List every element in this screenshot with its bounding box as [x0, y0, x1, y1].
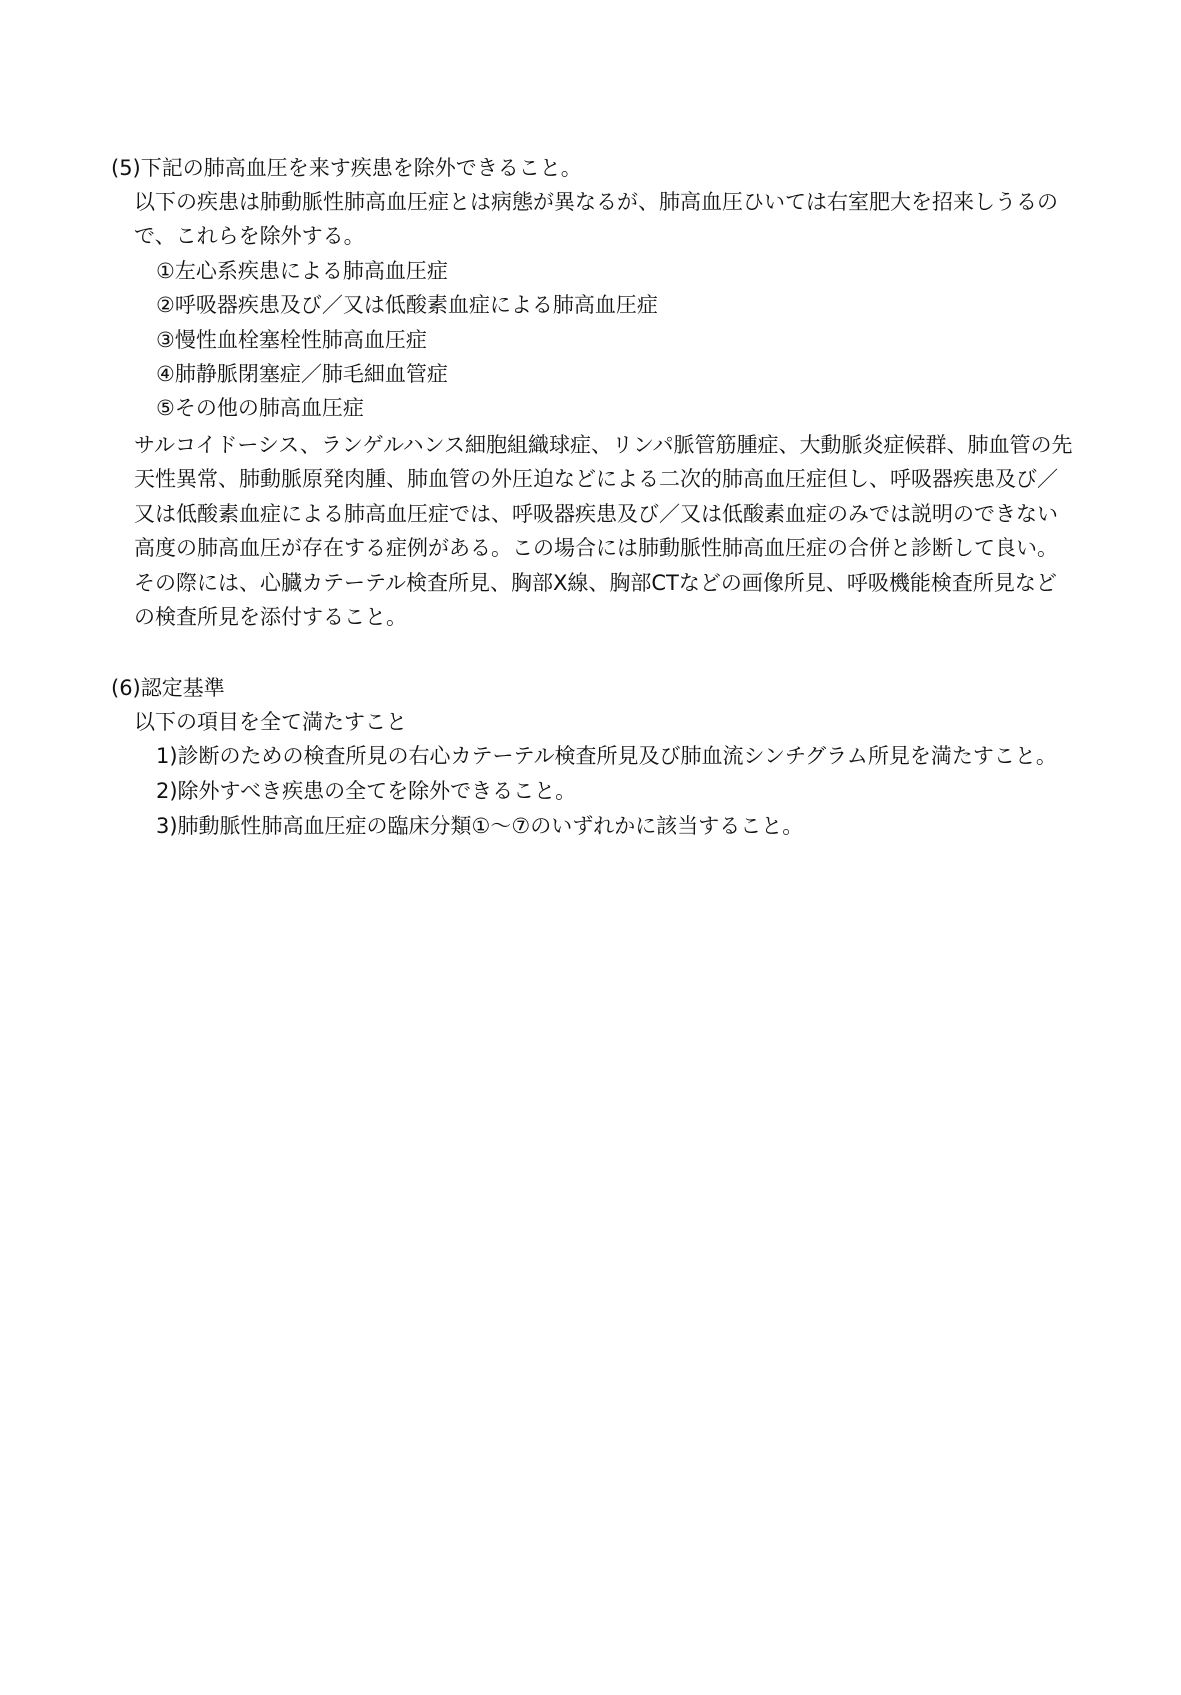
exclusion-item-4: ④肺静脈閉塞症／肺毛細血管症 [156, 362, 448, 386]
section-5-intro-line-1: 以下の疾患は肺動脈性肺高血圧症とは病態が異なるが、肺高血圧ひいては右室肥大を招来しうるの [134, 190, 1058, 214]
section-5-body-line-4: 高度の肺高血圧が存在する症例がある。この場合には肺動脈性肺高血圧症の合併と診断して良い。 [134, 536, 1058, 560]
section-5-intro-line-2: で、これらを除外する。 [134, 224, 365, 248]
section-5-body-line-3: 又は低酸素血症による肺高血圧症では、呼吸器疾患及び／又は低酸素血症のみでは説明のできない [134, 502, 1058, 526]
section-6-heading: (6)認定基準 [111, 676, 225, 700]
section-5-body-line-6: の検査所見を添付すること。 [134, 605, 407, 629]
exclusion-item-2: ②呼吸器疾患及び／又は低酸素血症による肺高血圧症 [156, 293, 658, 317]
criteria-item-3: 3)肺動脈性肺高血圧症の臨床分類①～⑦のいずれかに該当すること。 [156, 814, 804, 838]
section-5-body-line-5: その際には、心臓カテーテル検査所見、胸部X線、胸部CTなどの画像所見、呼吸機能検査所見など [134, 571, 1057, 595]
exclusion-item-5: ⑤その他の肺高血圧症 [156, 396, 364, 420]
exclusion-item-3: ③慢性血栓塞栓性肺高血圧症 [156, 328, 427, 352]
criteria-item-1: 1)診断のための検査所見の右心カテーテル検査所見及び肺血流シンチグラム所見を満たすこと。 [156, 744, 1057, 768]
section-5-heading: (5)下記の肺高血圧を来す疾患を除外できること。 [111, 156, 582, 180]
section-5-body-line-2: 天性異常、肺動脈原発肉腫、肺血管の外圧迫などによる二次的肺高血圧症但し、呼吸器疾患及び／ [134, 467, 1058, 491]
section-5-body-line-1: サルコイドーシス、ランゲルハンス細胞組織球症、リンパ脈管筋腫症、大動脈炎症候群、肺血管の先 [134, 433, 1073, 457]
section-6-intro: 以下の項目を全て満たすこと [134, 710, 407, 734]
criteria-item-2: 2)除外すべき疾患の全てを除外できること。 [156, 779, 577, 803]
exclusion-item-1: ①左心系疾患による肺高血圧症 [156, 259, 448, 283]
